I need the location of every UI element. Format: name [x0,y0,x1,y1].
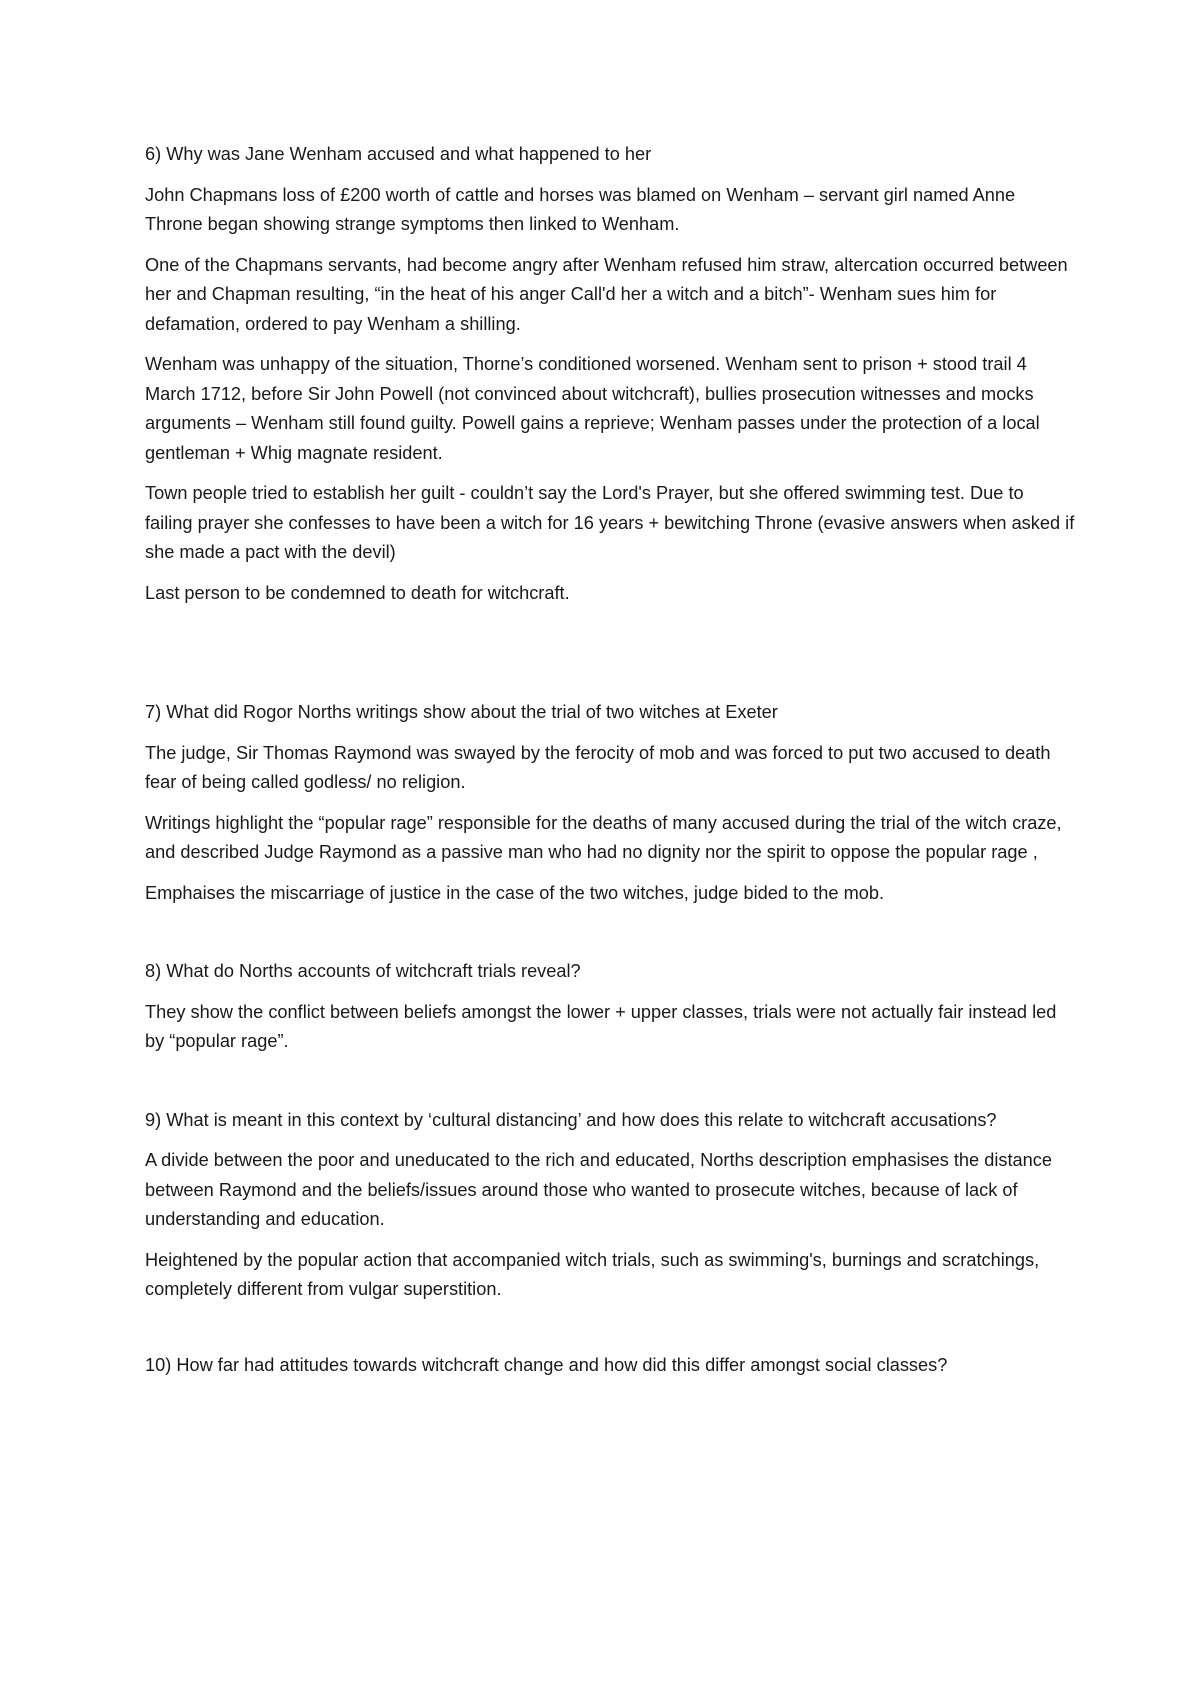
question-6-heading: 6) Why was Jane Wenham accused and what happened to her [145,144,652,164]
paragraph: John Chapmans loss of £200 worth of cattle and horses was blamed on Wenham – servant girl named Anne Throne began showing strange symptoms then linked to Wenham. [145,184,1020,234]
paragraph: Writings highlight the “popular rage” responsible for the deaths of many accused during the trial of the witch craze, and described Judge Raymond as a passive man who had no dignity nor the spirit to oppose the popular rage , [145,812,1067,862]
document-body [145,140,1080,1391]
paragraph: Town people tried to establish her guilt - couldn’t say the Lord's Prayer, but she offered swimming test. Due to failing prayer she confesses to have been a witch for 16 years + bewitching Throne (evasive answers when asked if she made a pact with the devil) [145,483,1080,562]
question-9-heading: 9) What is meant in this context by ‘cultural distancing’ and how does this relate to witchcraft accusations? [145,1109,997,1130]
section-spacer [145,1068,1075,1106]
paragraph: A divide between the poor and uneducated to the rich and educated, Norths description emphasises the distance between Raymond and the beliefs/issues around those who wanted to prosecute witches, because of lack of understanding and education. [145,1150,1058,1229]
question-10-heading: 10) How far had attitudes towards witchcraft change and how did this differ amongst social classes? [145,1354,948,1375]
paragraph: They show the conflict between beliefs amongst the lower + upper classes, trials were not actually fair instead led by “popular rage”. [145,1001,1062,1051]
paragraph: Emphaises the miscarriage of justice in the case of the two witches, judge bided to the mob. [145,882,885,903]
section-spacer [145,1316,1075,1351]
paragraph: One of the Chapmans servants, had become angry after Wenham refused him straw, altercation occurred between her and Chapman resulting, “in the heat of his anger Call'd her a witch and a bitch”- Wenham sues him for defamation, ordered to pay Wenham a shilling. [145,254,1073,334]
question-8-heading: 8) What do Norths accounts of witchcraft trials reveal? [145,961,581,981]
section-spacer [145,919,1075,957]
paragraph: The judge, Sir Thomas Raymond was swayed by the ferocity of mob and was forced to put two accused to death fear of being called godless/ no religion. [145,742,1056,792]
section-spacer [145,619,1075,698]
paragraph: Wenham was unhappy of the situation, Thorne’s conditioned worsened. Wenham sent to prison + stood trail 4 March 1712, before Sir John Powell (not convinced about witchcraft), bullies prosecution witnesses and mocks arguments – Wenham still found guilty. Powell gains a reprieve; Wenham passes under the protection of a local gentleman + Whig magnate resident. [145,354,1045,463]
paragraph: Heightened by the popular action that accompanied witch trials, such as swimming's, burnings and scratchings, completely different from vulgar superstition. [145,1249,1045,1299]
question-7-heading: 7) What did Rogor Norths writings show about the trial of two witches at Exeter [145,702,778,722]
paragraph: Last person to be condemned to death for witchcraft. [145,582,570,603]
